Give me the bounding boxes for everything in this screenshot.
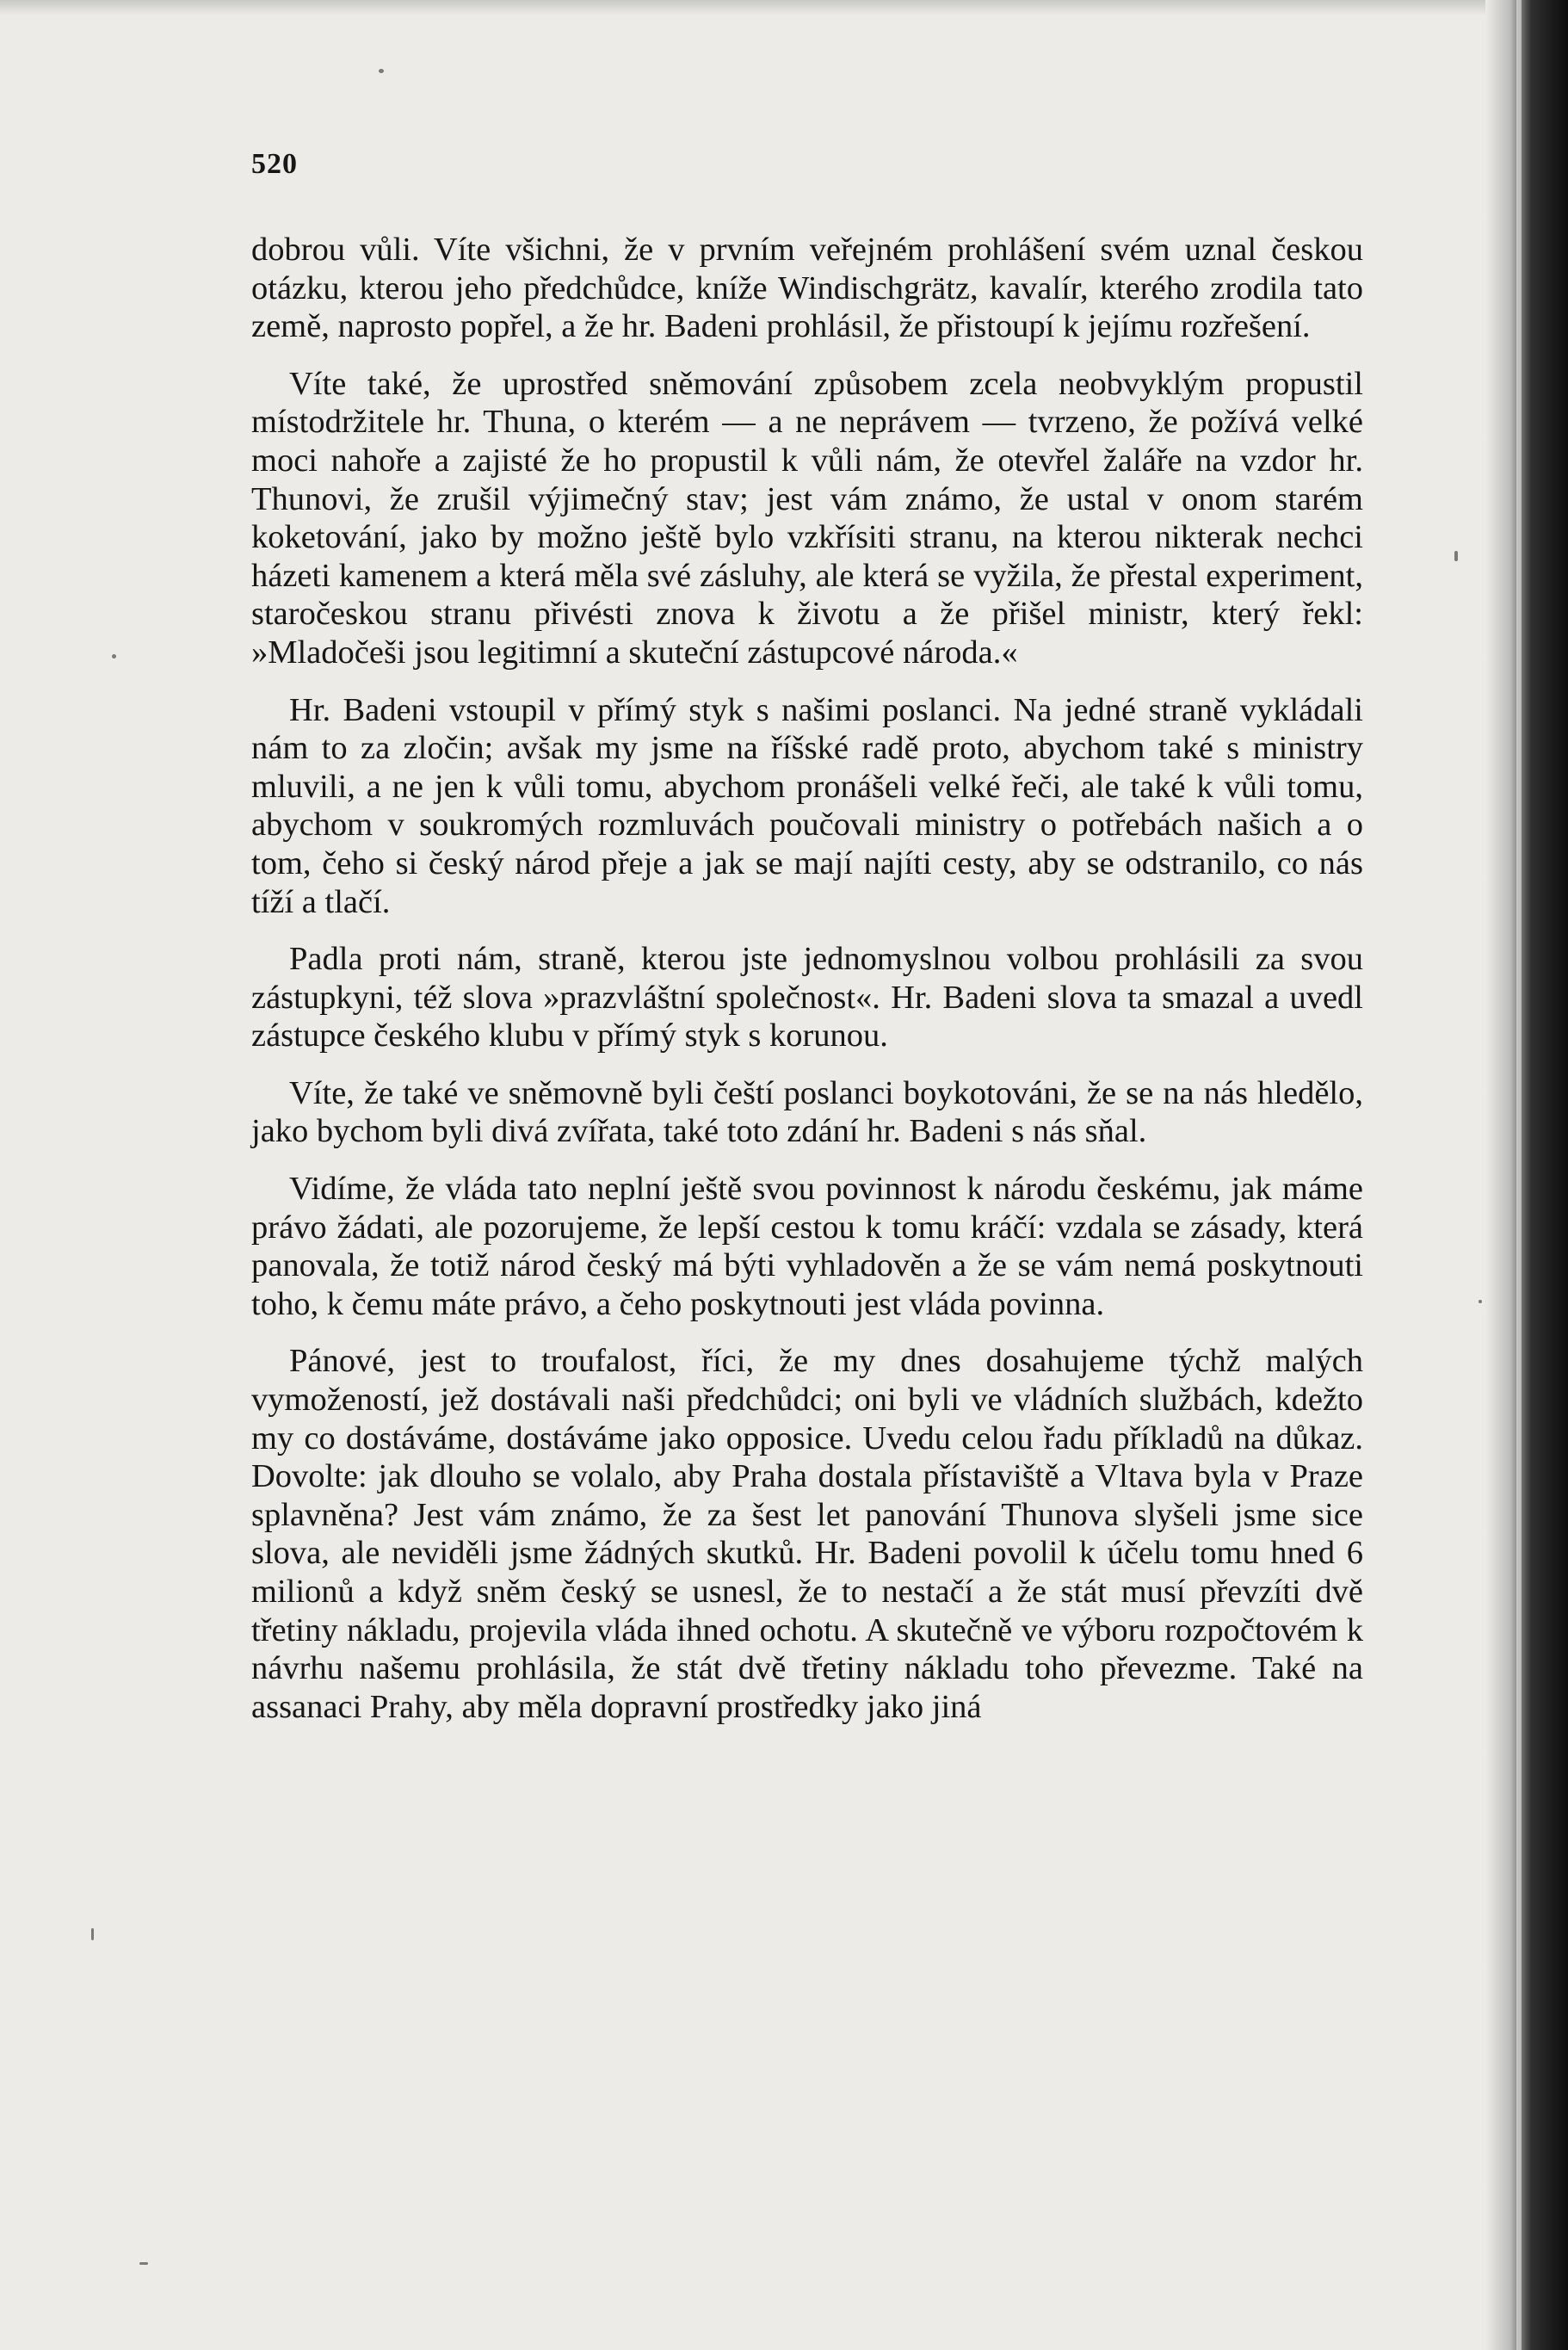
paragraph: dobrou vůli. Víte všichni, že v prvním veřejném prohlášení svém uznal českou otázku, kterou jeho předchůdce, kníže Windischgrätz, kavalír, kterého zrodila tato země, naprosto popřel, a že hr. Badeni prohlásil, že přistoupí k jejímu rozřešení. (251, 232, 1363, 345)
scan-speck (112, 654, 116, 659)
page-spine-line (1516, 0, 1522, 2350)
paragraph: Padla proti nám, straně, kterou jste jednomyslnou volbou prohlásili za svou zástupkyni, též slova »prazvláštní společnost«. Hr. Badeni slova ta smazal a uvedl zástupce českého klubu v přímý styk s korunou. (251, 941, 1363, 1054)
body-text (251, 231, 1363, 1745)
scan-speck (139, 2262, 148, 2265)
paragraph: Víte, že také ve sněmovně byli čeští poslanci boykotováni, že se na nás hledělo, jako bychom byli divá zvířata, také toto zdání hr. Badeni s nás sňal. (251, 1074, 1363, 1150)
scan-speck (379, 69, 384, 73)
page-gutter-shadow (1485, 0, 1568, 2350)
page-number: 520 (251, 148, 298, 180)
page-top-edge (0, 0, 1568, 15)
paragraph: Víte také, že uprostřed sněmování způsobem zcela neobvyklým propustil místodržitele hr. Thuna, o kterém — a ne neprávem — tvrzeno, že požívá velké moci nahoře a zajisté že ho propustil k vůli nám, že otevřel žaláře na vzdor hr. Thunovi, že zrušil výjimečný stav; jest vám známo, že ustal v onom starém koketování, jako by možno ještě bylo vzkřísiti stranu, na kterou nikterak nechci házeti kamenem a která měla své zásluhy, ale která se vyžila, že přestal experiment, staročeskou stranu přivésti znova k životu a že přišel ministr, který řekl: »Mladočeši jsou legitimní a skuteční zástupcové národa.« (251, 365, 1363, 671)
paragraph: Pánové, jest to troufalost, říci, že my dnes dosahujeme týchž malých vymožeností, jež dostávali naši předchůdci; oni byli ve vládních službách, kdežto my co dostáváme, dostáváme jako opposice. Uvedu celou řadu příkladů na důkaz. Dovolte: jak dlouho se volalo, aby Praha dostala přístaviště a Vltava byla v Praze splavněna? Jest vám známo, že za šest let panování Thunova slyšeli jsme sice slova, ale neviděli jsme žádných skutků. Hr. Badeni povolil k účelu tomu hned 6 milionů a když sněm český se usnesl, že to nestačí a že stát musí převzíti dvě třetiny nákladu, projevila vláda ihned ochotu. A skutečně ve výboru rozpočtovém k návrhu našemu prohlásila, že stát dvě třetiny nákladu toho převezme. Také na assanaci Prahy, aby měla dopravní prostředky jako jiná (251, 1343, 1363, 1725)
paragraph: Hr. Badeni vstoupil v přímý styk s našimi poslanci. Na jedné straně vykládali nám to za zločin; avšak my jsme na říšské radě proto, abychom také s ministry mluvili, a ne jen k vůli tomu, abychom pronášeli velké řeči, ale také k vůli tomu, abychom v soukromých rozmluvách poučovali ministry o potřebách našich a o tom, čeho si český národ přeje a jak se mají najíti cesty, aby se odstranilo, co nás tíží a tlačí. (251, 691, 1363, 920)
paragraph: Vidíme, že vláda tato neplní ještě svou povinnost k národu českému, jak máme právo žádati, ale pozorujeme, že lepší cestou k tomu kráčí: vzdala se zásady, která panovala, že totiž národ český má býti vyhladověn a že se vám nemá poskytnouti toho, k čemu máte právo, a čeho poskytnouti jest vláda povinna. (251, 1171, 1363, 1322)
scan-speck (91, 1928, 94, 1940)
scan-speck (1454, 551, 1458, 561)
scan-speck (1478, 1300, 1482, 1303)
